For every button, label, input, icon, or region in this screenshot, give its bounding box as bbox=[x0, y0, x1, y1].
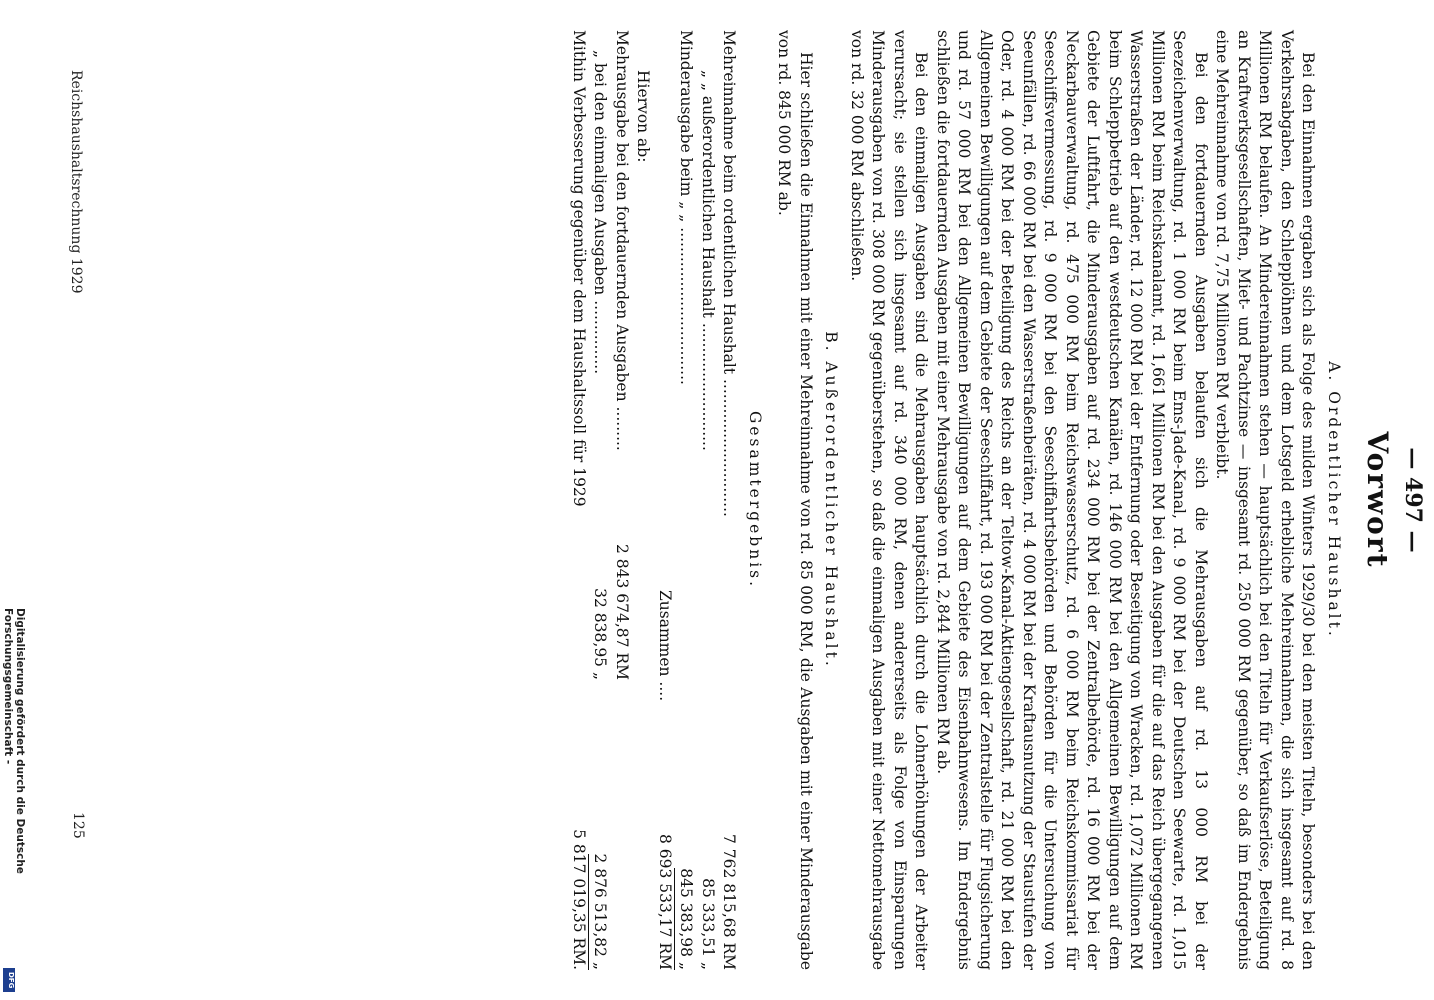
result-amount: 5 817 019,35 RM. bbox=[570, 829, 588, 970]
table-row bbox=[718, 30, 740, 970]
table-row bbox=[632, 30, 654, 970]
page-title: Vorwort bbox=[1361, 431, 1394, 569]
row-label: Minderausgabe beim „ „ ................................ bbox=[677, 30, 696, 385]
row-label: Mehreinnahme beim ordentlichen Haushalt ............................ bbox=[720, 30, 739, 517]
section-a-paragraph-2: Bei den fortdauernden Ausgaben belaufen sich die Mehrausgaben auf rd. 13 000 RM bei der Seezeichenverwaltung, rd. 1 000 RM beim Ems-Jade-Kanal, rd. 9 000 RM bei der Deutschen Seewarte, rd. 1,015 Millionen RM beim Reichskanalamt, rd. 1,661 Millionen RM bei den Ausgaben für die auf das Reich übergegangenen Wasserstraßen der Länder, rd. 12 000 RM bei der Entfernung oder Beseitigung von Wracken, rd. 1,072 Millionen RM beim Schleppbetrieb auf den westdeutschen Kanälen, rd. 146 000 RM bei den Allgemeinen Bewilligungen auf dem Gebiete der Luftfahrt, die Minderausgaben auf rd. 234 000 RM bei der Zentralbehörde, rd. 16 000 RM bei der Neckarbauverwaltung, rd. 475 000 RM beim Reichswasserschutz, rd. 6 000 RM beim Reichskommissariat für Seeschiffsvermessung, rd. 9 000 RM bei den Seeschiffahrtsbehörden und Behörden für die Untersuchung von Seeunfällen, rd. 66 000 RM bei den Wasserstraßenbeiräten, rd. 4 000 RM bei der Kraftausnutzung der Staustufen der Oder, rd. 4 000 RM bei der Beteiligung des Reichs an der Teltow-Kanal-Aktiengesellschaft, rd. 21 000 RM bei den Allgemeinen Bewilligungen auf dem Gebiete der Seeschiffahrt, rd. 193 000 RM bei der Zentralstelle für Flugsicherung und rd. 57 000 RM bei den Allgemeinen Bewilligungen auf dem Gebiete des Eisenbahnwesens. Im Endergebnis schließen die fortdauernden Ausgaben mit einer Mehrausgabe von rd. 2,844 Millionen RM ab. bbox=[934, 30, 1210, 970]
row-label: „ bei den einmaligen Ausgaben ............... bbox=[591, 50, 610, 375]
folio-number: 125 bbox=[70, 812, 86, 839]
row-amount: 32 838,95 „ bbox=[591, 588, 610, 680]
row-label: „ „ außerordentlichen Haushalt .......................... bbox=[699, 70, 717, 451]
section-a-heading: A. Ordentlicher Haushalt. bbox=[1325, 361, 1343, 639]
section-a-paragraph-1: Bei den Einnahmen ergaben sich als Folge des milden Winters 1929/30 bei den meisten Titeln, besonders bei den Verkehrsabgaben, den Schlepplöhnen und dem Lotsgeld erhebliche Mehreinnahmen, die sich insgesamt auf rd. 8 Millionen RM belaufen. An Mindereinnahmen stehen — hauptsächlich bei den Titeln für Verkaufserlöse, Beteiligung an Kraftwerksgesellschaften, Miet- und Pachtzinse — insgesamt rd. 250 000 RM gegenüber, so daß im Endergebnis eine Mehreinnahme von rd. 7,75 Millionen RM verbleibt. bbox=[1213, 30, 1318, 970]
section-b-heading: B. Außerordentlicher Haushalt. bbox=[822, 331, 841, 669]
table-row bbox=[697, 30, 719, 970]
table-row bbox=[675, 30, 697, 970]
row-amount: 845 383,98 „ bbox=[674, 868, 697, 970]
zusammen-label: Zusammen .... bbox=[656, 590, 674, 702]
table-row bbox=[654, 30, 676, 970]
dfg-logo: DFG bbox=[3, 968, 15, 992]
section-b-paragraph-1: Hier schließen die Einnahmen mit einer Mehreinnahme von rd. 85 000 RM, die Ausgaben mit einer Minderausgabe von rd. 845 000 RM ab. bbox=[775, 30, 815, 970]
row-label: Mehrausgabe bei den fortdauernden Ausgaben ......... bbox=[613, 30, 631, 451]
result-label: Mithin Verbesserung gegenüber dem Haushaltssoll für 1929 bbox=[570, 30, 588, 507]
row-amount: 2 843 674,87 RM bbox=[613, 543, 631, 680]
row-total: 2 876 513,82 „ bbox=[588, 854, 611, 971]
section-a-paragraph-3: Bei den einmaligen Ausgaben sind die Mehrausgaben hauptsächlich durch die Lohnerhöhungen der Arbeiter verursacht; sie stellen sich insgesamt auf rd. 340 000 RM, denen andererseits als Folge von Einsparungen Minderausgaben von rd. 308 000 RM gegenüberstehen, so daß die einmaligen Ausgaben mit einer Nettomehrausgabe von rd. 32 000 RM abschließen. bbox=[848, 30, 931, 970]
body-text bbox=[568, 30, 1345, 970]
running-title: Reichshaushaltsrechnung 1929 bbox=[68, 70, 84, 294]
table-row bbox=[589, 30, 611, 970]
hiervon-label: Hiervon ab: bbox=[634, 70, 653, 163]
row-amount: 85 333,51 „ bbox=[699, 878, 717, 970]
table-row bbox=[568, 30, 590, 970]
gesamt-heading: Gesamtergebnis. bbox=[746, 410, 764, 590]
zusammen-amount: 8 693 533,17 RM bbox=[656, 833, 674, 970]
digitization-credit: Digitalisierung gefördert durch die Deutsche Forschungsgemeinschaft - bbox=[2, 608, 26, 874]
page-number: — 497 — bbox=[1400, 447, 1426, 553]
table-row bbox=[611, 30, 633, 970]
row-amount: 7 762 815,68 RM bbox=[720, 833, 739, 970]
